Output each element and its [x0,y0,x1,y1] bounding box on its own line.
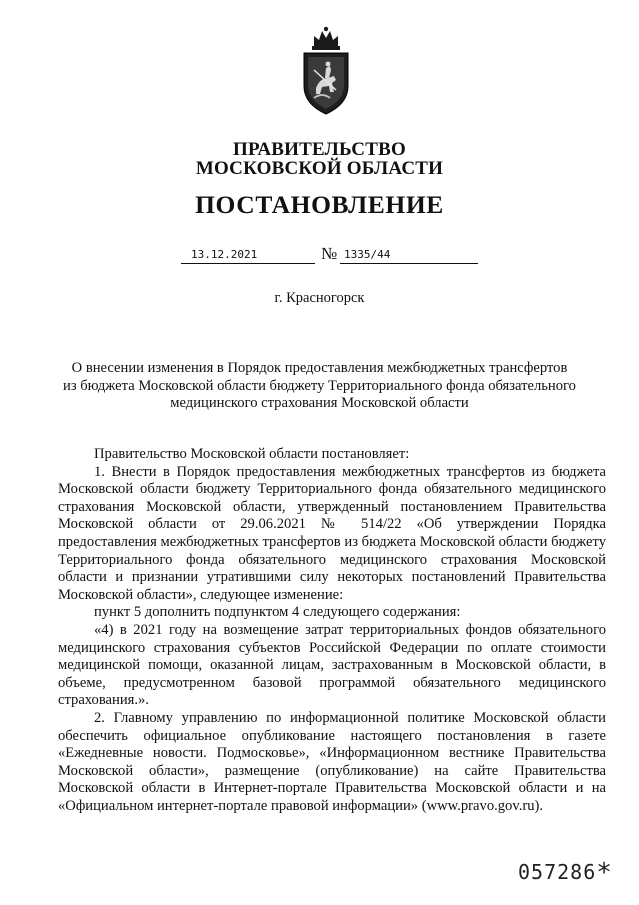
government-name-line1: ПРАВИТЕЛЬСТВО [233,139,406,160]
subject-line: медицинского страхования Московской области [170,395,469,412]
subject-line: из бюджета Московской области бюджету Территориального фонда обязательного [63,377,576,394]
serial-digits: 057286 [518,860,597,884]
body-paragraph-item2: 2. Главному управлению по информационной политике Московской области обеспечить официальное опубликование настоящего постановления в газете «Ежедневные новости. Подмосковье», «Информационном вестнике Правительства Московской области», размещение (опубликование) на сайте Правительства Московской области в Интернет-портале Правительства Московской области и на «Официальном интернет-портале правовой информации» (www.pravo.gov.ru). [58,709,606,814]
document-number: 1335/44 [340,248,478,264]
serial-number [518,858,612,888]
coat-of-arms-icon [300,26,352,116]
body-paragraph-item1: 1. Внести в Порядок предоставления межбюджетных трансфертов из бюджета Московской области бюджету Территориального фонда обязательного медицинского страхования Московской области, утвержденный постановлением Правительства Московской области от 29.06.2021 № 514/22 «Об утверждении Порядка предоставления межбюджетных трансфертов из бюджета Московской области бюджету Территориального фонда обязательного медицинского страхования Московской области и признании утратившими силу некоторых постановлений Правительства Московской области», следующее изменение: [58,463,606,603]
document-type-title: ПОСТАНОВЛЕНИЕ [195,190,444,219]
date-number-line [0,244,639,266]
document-body [58,446,606,815]
document-date: 13.12.2021 [181,248,315,264]
body-paragraph-amendment-intro: пункт 5 дополнить подпунктом 4 следующего содержания: [94,604,461,621]
serial-mark: * [596,858,612,888]
body-paragraph-amendment-text: «4) в 2021 году на возмещение затрат территориальных фондов обязательного медицинского страхования субъектов Российской Федерации по оплате стоимости медицинской помощи, оказанной лицам, застрахованным в Московской области, в объеме, предусмотренном базовой программой обязательного медицинского страхования.». [58,621,606,709]
city: г. Красногорск [274,290,365,306]
number-sign: № [321,244,338,263]
body-paragraph-preamble: Правительство Московской области постановляет: [94,446,410,462]
government-name-line2: МОСКОВСКОЙ ОБЛАСТИ [195,158,444,179]
subject-line: О внесении изменения в Порядок предоставления межбюджетных трансфертов [71,360,568,376]
document-subject [40,360,599,413]
